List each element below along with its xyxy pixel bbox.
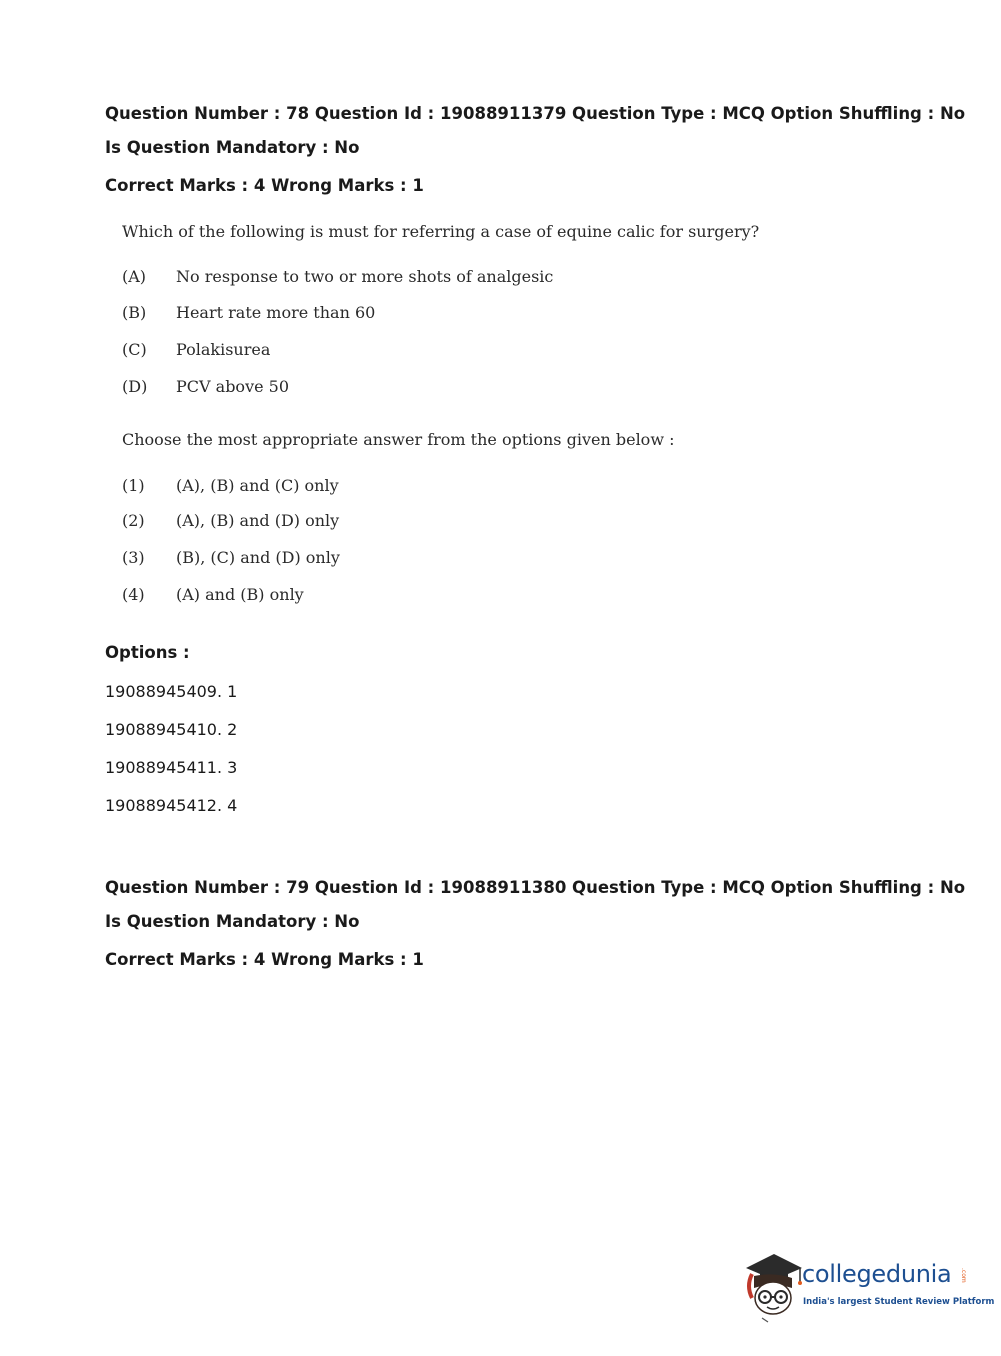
choice-label: (3) [122,548,145,567]
statement-text: No response to two or more shots of analgesic [176,267,554,286]
choice-text: (A) and (B) only [176,585,304,604]
q78-mandatory: Is Question Mandatory : No [105,138,360,157]
option-item: 19088945411. 3 [105,758,238,777]
option-item: 19088945412. 4 [105,796,238,815]
logo-com: .com [960,1268,967,1283]
choice-label: (4) [122,585,145,604]
q79-header: Question Number : 79 Question Id : 19088911380 Question Type : MCQ Option Shuffling : No [105,878,966,897]
statement-text: PCV above 50 [176,377,290,396]
statement-text: Polakisurea [176,340,271,359]
q79-mandatory: Is Question Mandatory : No [105,912,360,931]
logo-tagline: India's largest Student Review Platform [803,1297,995,1307]
q78-header: Question Number : 78 Question Id : 19088911379 Question Type : MCQ Option Shuffling : No [105,104,966,123]
choice-text: (A), (B) and (D) only [176,511,340,530]
statement-label: (D) [122,377,148,396]
statement-label: (C) [122,340,147,359]
option-item: 19088945410. 2 [105,720,238,739]
q79-marks: Correct Marks : 4 Wrong Marks : 1 [105,950,424,969]
statement-label: (A) [122,267,147,286]
collegedunia-logo [742,1246,995,1326]
statement-text: Heart rate more than 60 [176,303,376,322]
choice-label: (2) [122,511,145,530]
mascot-icon [742,1246,804,1326]
choice-text: (B), (C) and (D) only [176,548,340,567]
choice-label: (1) [122,476,145,495]
q78-stem: Which of the following is must for referring a case of equine calic for surgery? [122,222,760,241]
statement-label: (B) [122,303,147,322]
choice-text: (A), (B) and (C) only [176,476,339,495]
logo-wordmark: collegedunia [802,1260,952,1288]
q78-instruction: Choose the most appropriate answer from the options given below : [122,430,675,449]
option-item: 19088945409. 1 [105,682,238,701]
q78-marks: Correct Marks : 4 Wrong Marks : 1 [105,176,424,195]
options-heading: Options : [105,643,190,662]
